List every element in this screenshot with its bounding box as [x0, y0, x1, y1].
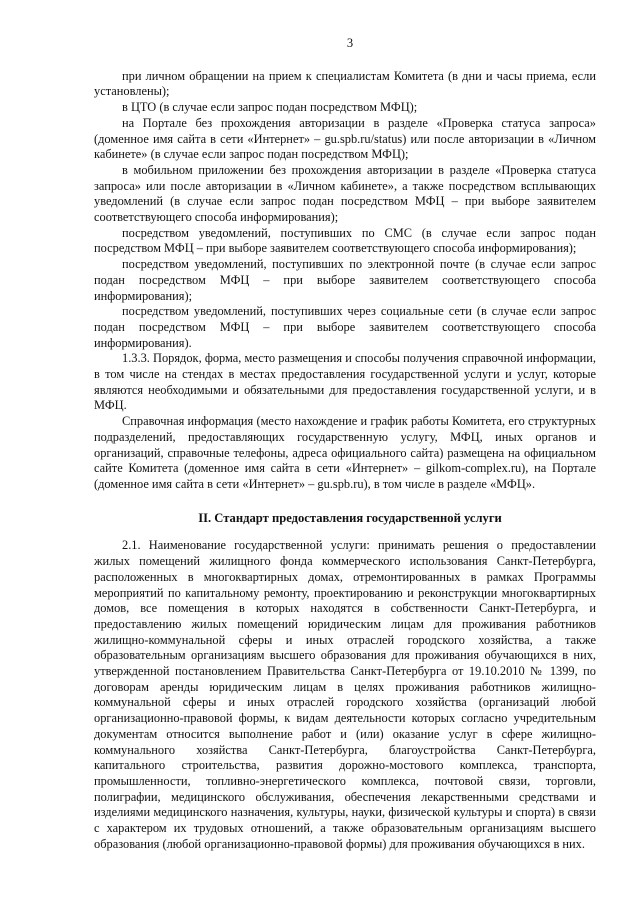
info-method-mobile-app: в мобильном приложении без прохождения авторизации в разделе «Проверка статуса запроса» или после авторизации в «Личном кабинете», а также посредством всплывающих уведомлений (в случае если запрос подан посредством МФЦ – при выборе заявителем соответствующего способа информирования);: [94, 162, 596, 225]
clause-2-1: 2.1. Наименование государственной услуги: принимать решения о предоставлении жилых помещений жилищного фонда коммерческого использования Санкт-Петербурга, расположенных в многоквартирных домах, отремонтированных в рамках Программы мероприятий по капитальному ремонту, проектированию и реконструкции многоквартирных домов, все помещения в которых находятся в собственности Санкт-Петербурга, и предоставлению жилых помещений юридическим лицам для проживания работников жилищно-коммунальной сферы и иных отраслей городского хозяйства, а также образовательным организациям высшего образования для проживания обучающихся в них, утвержденной постановлением Правительства Санкт-Петербурга от 19.10.2010 № 1399, по договорам аренды юридическим лицам в целях проживания работников жилищно-коммунальной сферы и иных отраслей городского хозяйства (организаций любой организационно-правовой формы, к видам деятельности которых согласно учредительным документам относится выполнение работ и (или) оказание услуг в сфере жилищно-коммунального хозяйства Санкт-Петербурга, благоустройства Санкт-Петербурга, капитального строительства, развития дорожно-мостового комплекса, транспорта, промышленности, топливно-энергетического комплекса, почтовой связи, торговли, полиграфии, медицинского обслуживания, обеспечения лекарственными средствами и изделиями медицинского назначения, культуры, науки, физической культуры и спорта) в связи с характером их трудовых отношений, а также образовательным организациям высшего образования (любой организационно-правовой формы) для проживания обучающихся в них.: [94, 538, 596, 851]
clause-1-3-3: 1.3.3. Порядок, форма, место размещения и способы получения справочной информации, в том числе на стендах в местах предоставления государственной услуги и услуг, которые являются необходимыми и обязательными для предоставления государственной услуги, и в МФЦ.: [94, 351, 596, 413]
info-method-social-networks: посредством уведомлений, поступивших через социальные сети (в случае если запрос подан посредством МФЦ – при выборе заявителем соответствующего способа информирования).: [94, 304, 596, 350]
info-method-email: посредством уведомлений, поступивших по электронной почте (в случае если запрос подан посредством МФЦ – при выборе заявителем соответствующего способа информирования);: [94, 257, 596, 303]
info-method-sms: посредством уведомлений, поступивших по СМС (в случае если запрос подан посредством МФЦ – при выборе заявителем соответствующего способа информирования);: [94, 225, 596, 256]
section-heading: II. Стандарт предоставления государственной услуги: [198, 510, 502, 525]
info-method-in-person: при личном обращении на прием к специалистам Комитета (в дни и часы приема, если установлены);: [94, 68, 596, 99]
info-method-cto: в ЦТО (в случае если запрос подан посредством МФЦ);: [122, 100, 418, 115]
page-number: 3: [346, 36, 354, 50]
reference-info-paragraph: Справочная информация (место нахождение и график работы Комитета, его структурных подразделений, предоставляющих государственную услугу, МФЦ, иных органов и организаций, справочные телефоны, адреса официального сайта) размещена на официальном сайте Комитета (доменное имя сайта в сети «Интернет» – gilkom-complex.ru), на Портале (доменное имя сайта в сети «Интернет» – gu.spb.ru), в том числе в разделе «МФЦ».: [94, 414, 596, 491]
info-method-portal: на Портале без прохождения авторизации в разделе «Проверка статуса запроса» (доменное имя сайта в сети «Интернет» – gu.spb.ru/status) или после авторизации в «Личном кабинете» (в случае если запрос подан посредством МФЦ);: [94, 115, 596, 162]
